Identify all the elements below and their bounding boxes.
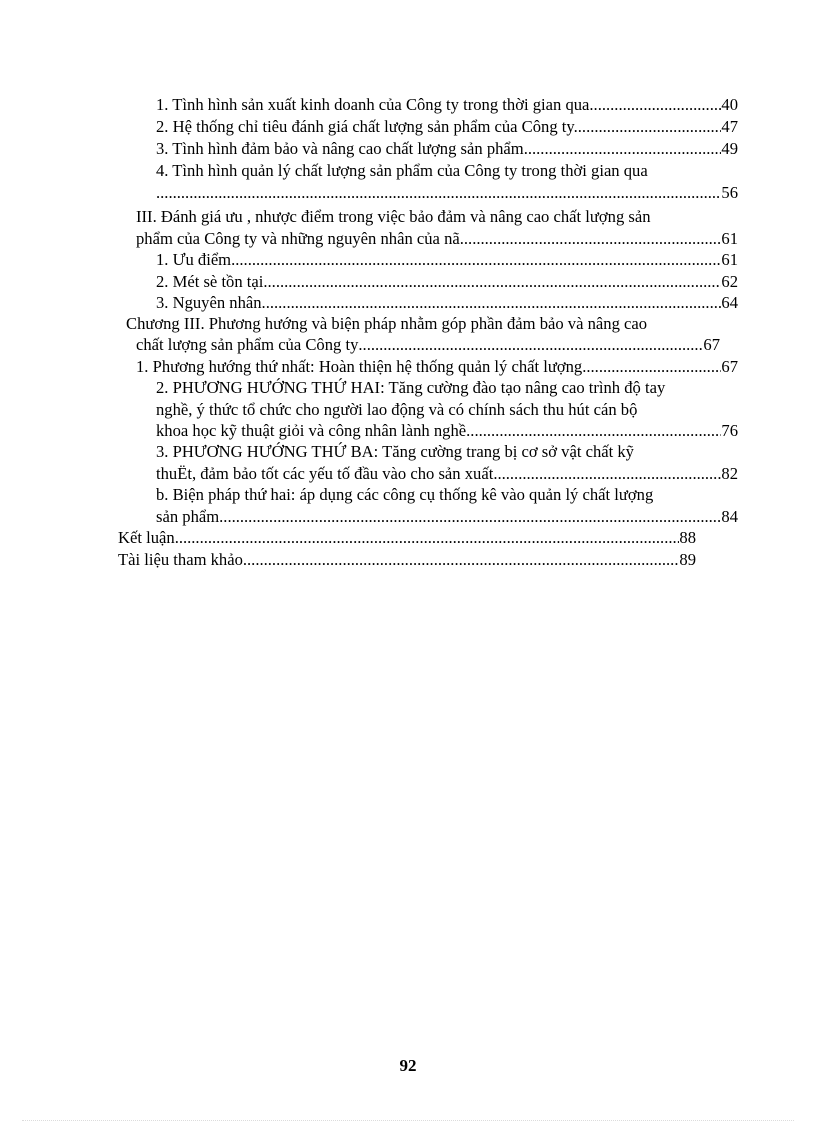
toc-direction-1[interactable] [136, 356, 738, 378]
toc-entry-text: 3. Nguyên nhân [156, 293, 262, 312]
toc-entry-page: 88 [679, 528, 696, 547]
toc-leader-dots [464, 228, 722, 250]
toc-entry-text: 2. Hệ thống chỉ tiêu đánh giá chất lượng sản phẩm của Công ty. [156, 117, 578, 136]
toc-entry-text: 1. Phương hướng thứ nhất: Hoàn thiện hệ thống quản lý chất lượng [136, 357, 583, 376]
toc-entry-text: khoa học kỹ thuật giỏi và công nhân lành nghề [156, 421, 467, 440]
toc-entry-page: 47 [721, 117, 738, 136]
toc-entry-page: 61 [721, 250, 738, 269]
toc-leader-dots [175, 527, 680, 549]
toc-entry-6[interactable] [156, 271, 738, 293]
toc-entry-page: 64 [721, 293, 738, 312]
toc-entry-3[interactable] [156, 138, 738, 160]
toc-entry-page: 61 [721, 229, 738, 248]
toc-entry-4-line2[interactable] [156, 182, 738, 204]
toc-entry-1[interactable] [156, 94, 738, 116]
toc-entry-page: 49 [721, 139, 738, 158]
toc-conclusion[interactable] [118, 527, 696, 549]
page-number: 92 [399, 1056, 417, 1075]
toc-entry-page: 67 [721, 357, 738, 376]
toc-measure-b-line2[interactable] [156, 506, 738, 528]
toc-section-3-line2[interactable] [136, 228, 738, 250]
toc-leader-dots [262, 292, 722, 314]
toc-leader-dots [156, 182, 721, 204]
toc-direction-2-line3[interactable] [156, 420, 738, 442]
toc-entry-text: phẩm của Công ty và những nguyên nhân của nã. [136, 229, 464, 248]
toc-entry-text: chất lượng sản phẩm của Công ty [136, 335, 359, 354]
toc-leader-dots [358, 334, 703, 356]
toc-leader-dots [524, 138, 722, 160]
page-bottom-divider [22, 1120, 794, 1121]
toc-entry-4-line1[interactable]: 4. Tình hình quản lý chất lượng sản phẩm của Công ty trong thời gian qua [156, 161, 648, 180]
toc-entry-page: 76 [721, 421, 738, 440]
toc-entry-text: 1. Ưu điểm [156, 250, 232, 269]
toc-entry-text: 1. Tình hình sản xuất kinh doanh của Công ty trong thời gian qua. [156, 95, 594, 114]
toc-direction-2-line2[interactable]: nghề, ý thức tổ chức cho người lao động và có chính sách thu hút cán bộ [156, 400, 638, 419]
toc-entry-text: thuËt, đảm bảo tốt các yếu tố đầu vào cho sản xuất [156, 464, 494, 483]
toc-chapter-3-line1[interactable]: Chương III. Phương hướng và biện pháp nhằm góp phần đảm bảo và nâng cao [126, 314, 648, 333]
toc-entry-page: 56 [721, 183, 738, 202]
toc-entry-text: 2. Mét sè tồn tại. [156, 272, 268, 291]
toc-entry-text: sản phẩm [156, 507, 220, 526]
toc-measure-b-line1[interactable]: b. Biện pháp thứ hai: áp dụng các công cụ thống kê vào quản lý chất lượng [156, 485, 654, 504]
toc-entry-page: 89 [679, 550, 696, 569]
toc-entry-page: 84 [721, 507, 738, 526]
toc-entry-text: 3. Tình hình đảm bảo và nâng cao chất lượng sản phẩm [156, 139, 524, 158]
toc-entry-page: 67 [703, 335, 720, 354]
toc-entry-text: Tài liệu tham khảo [118, 550, 243, 569]
toc-leader-dots [578, 116, 722, 138]
toc-leader-dots [582, 356, 721, 378]
toc-entry-page: 62 [721, 272, 738, 291]
toc-leader-dots [243, 549, 680, 571]
toc-chapter-3-line2[interactable] [136, 334, 720, 356]
toc-entry-text: Kết luận [118, 528, 175, 547]
toc-direction-2-line1[interactable]: 2. PHƯƠNG HƯỚNG THỨ HAI: Tăng cường đào tạo nâng cao trình độ tay [156, 378, 666, 397]
toc-entry-5[interactable] [156, 249, 738, 271]
toc-entry-page: 40 [721, 95, 738, 114]
toc-leader-dots [268, 271, 722, 293]
toc-entry-2[interactable] [156, 116, 738, 138]
toc-leader-dots [466, 420, 721, 442]
toc-leader-dots [219, 506, 721, 528]
toc-section-3-line1[interactable]: III. Đánh giá ưu , nhược điểm trong việc bảo đảm và nâng cao chất lượng sản [136, 207, 651, 226]
toc-leader-dots [493, 463, 721, 485]
toc-entry-7[interactable] [156, 292, 738, 314]
toc-leader-dots [231, 249, 721, 271]
toc-direction-3-line1[interactable]: 3. PHƯƠNG HƯỚNG THỨ BA: Tăng cường trang bị cơ sở vật chất kỹ [156, 442, 634, 461]
toc-direction-3-line2[interactable] [156, 463, 738, 485]
toc-references[interactable] [118, 549, 696, 571]
toc-leader-dots [594, 94, 722, 116]
toc-entry-page: 82 [721, 464, 738, 483]
